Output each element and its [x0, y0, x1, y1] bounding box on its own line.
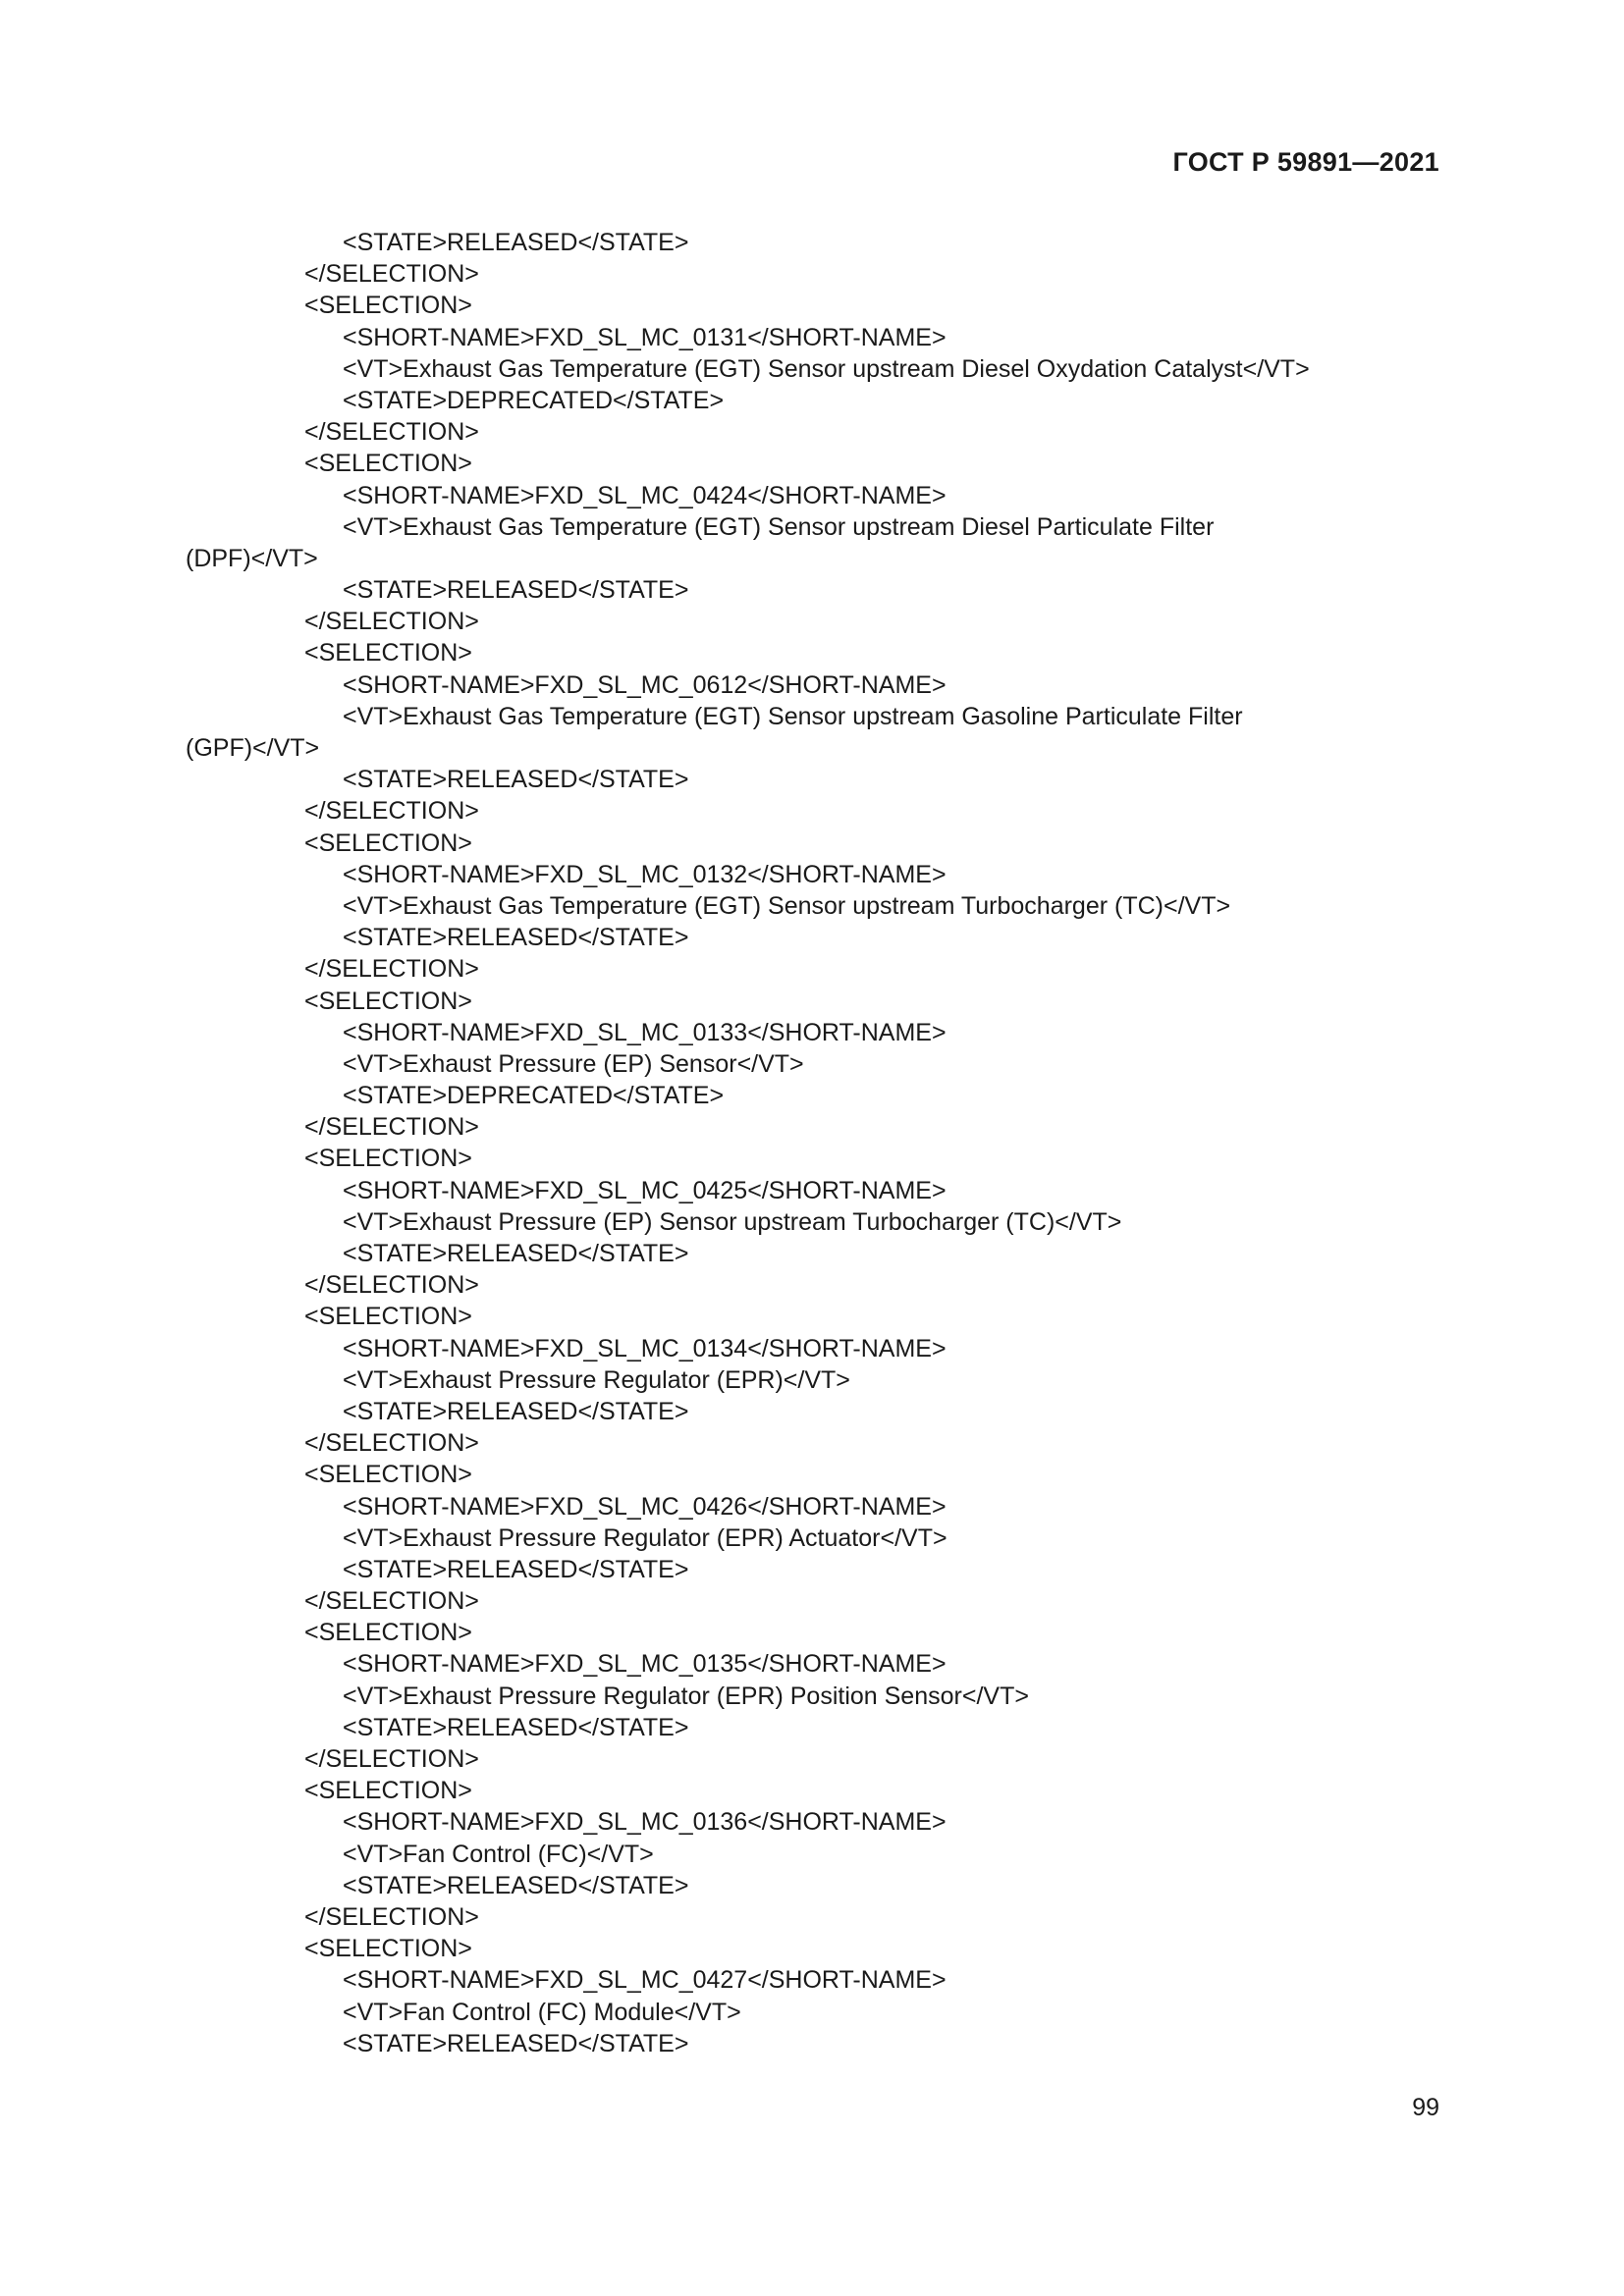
code-line: <STATE>RELEASED</STATE> — [343, 1871, 689, 1899]
code-line: <SHORT-NAME>FXD_SL_MC_0131</SHORT-NAME> — [343, 323, 947, 351]
code-line: </SELECTION> — [304, 418, 479, 447]
code-line: </SELECTION> — [304, 797, 479, 826]
code-line: <VT>Exhaust Gas Temperature (EGT) Sensor upstream Diesel Particulate Filter — [343, 512, 1215, 541]
code-line: <VT>Fan Control (FC)</VT> — [343, 1840, 654, 1868]
code-line: <VT>Exhaust Gas Temperature (EGT) Sensor upstream Gasoline Particulate Filter — [343, 702, 1243, 730]
code-line: <VT>Exhaust Gas Temperature (EGT) Sensor upstream Diesel Oxydation Catalyst</VT> — [343, 354, 1310, 383]
code-line: <SHORT-NAME>FXD_SL_MC_0132</SHORT-NAME> — [343, 860, 947, 888]
code-line: <SELECTION> — [304, 1145, 472, 1173]
code-line: </SELECTION> — [304, 608, 479, 636]
code-line: <SHORT-NAME>FXD_SL_MC_0427</SHORT-NAME> — [343, 1966, 947, 1995]
code-line: <STATE>RELEASED</STATE> — [343, 1240, 689, 1267]
code-line: <VT>Exhaust Gas Temperature (EGT) Sensor upstream Turbocharger (TC)</VT> — [343, 891, 1231, 920]
code-line: <SHORT-NAME>FXD_SL_MC_0136</SHORT-NAME> — [343, 1808, 947, 1837]
code-line: <SHORT-NAME>FXD_SL_MC_0134</SHORT-NAME> — [343, 1334, 947, 1362]
code-line: <SELECTION> — [304, 1461, 472, 1489]
code-line: <STATE>RELEASED</STATE> — [343, 766, 689, 794]
code-line: <SHORT-NAME>FXD_SL_MC_0612</SHORT-NAME> — [343, 670, 947, 699]
page-number: 99 — [1412, 2094, 1439, 2121]
code-line: <SHORT-NAME>FXD_SL_MC_0425</SHORT-NAME> — [343, 1176, 947, 1204]
code-line: <SELECTION> — [304, 639, 472, 667]
xml-listing — [0, 227, 1624, 2059]
code-line: <STATE>DEPRECATED</STATE> — [343, 1082, 725, 1110]
code-line: <SHORT-NAME>FXD_SL_MC_0424</SHORT-NAME> — [343, 481, 947, 509]
code-line: <VT>Exhaust Pressure Regulator (EPR) Actuator</VT> — [343, 1523, 947, 1552]
code-line: <SHORT-NAME>FXD_SL_MC_0426</SHORT-NAME> — [343, 1492, 947, 1521]
code-line: </SELECTION> — [304, 1902, 479, 1931]
code-line: <VT>Fan Control (FC) Module</VT> — [343, 1998, 741, 2026]
code-line: </SELECTION> — [304, 955, 479, 984]
code-line: </SELECTION> — [304, 1587, 479, 1616]
code-line: (DPF)</VT> — [186, 544, 318, 572]
code-line: <SELECTION> — [304, 1619, 472, 1647]
code-line: </SELECTION> — [304, 260, 479, 289]
code-line: <STATE>RELEASED</STATE> — [343, 576, 689, 605]
code-line: </SELECTION> — [304, 1745, 479, 1773]
code-line: <SELECTION> — [304, 292, 472, 320]
code-line: <SELECTION> — [304, 1935, 472, 1963]
code-line: </SELECTION> — [304, 1429, 479, 1458]
code-line: <STATE>RELEASED</STATE> — [343, 1555, 689, 1583]
code-line: <SHORT-NAME>FXD_SL_MC_0135</SHORT-NAME> — [343, 1650, 947, 1679]
code-line: <SELECTION> — [304, 828, 472, 857]
code-line: <VT>Exhaust Pressure (EP) Sensor upstream Turbocharger (TC)</VT> — [343, 1207, 1122, 1236]
code-line: <SELECTION> — [304, 987, 472, 1015]
code-line: <SELECTION> — [304, 1303, 472, 1331]
code-line: (GPF)</VT> — [186, 734, 320, 762]
code-line: <STATE>RELEASED</STATE> — [343, 2029, 689, 2057]
code-line: <STATE>RELEASED</STATE> — [343, 924, 689, 952]
code-line: <STATE>RELEASED</STATE> — [343, 229, 689, 256]
code-line: <SHORT-NAME>FXD_SL_MC_0133</SHORT-NAME> — [343, 1018, 947, 1046]
code-line: <STATE>RELEASED</STATE> — [343, 1397, 689, 1425]
code-line: <STATE>DEPRECATED</STATE> — [343, 386, 725, 414]
code-line: </SELECTION> — [304, 1113, 479, 1142]
code-line: <VT>Exhaust Pressure Regulator (EPR)</VT> — [343, 1365, 850, 1394]
code-line: <SELECTION> — [304, 450, 472, 478]
document-header: ГОСТ Р 59891—2021 — [1172, 147, 1439, 177]
code-line: <STATE>RELEASED</STATE> — [343, 1713, 689, 1741]
code-line: <SELECTION> — [304, 1777, 472, 1805]
code-line: <VT>Exhaust Pressure (EP) Sensor</VT> — [343, 1049, 804, 1078]
code-line: </SELECTION> — [304, 1271, 479, 1300]
code-line: <VT>Exhaust Pressure Regulator (EPR) Position Sensor</VT> — [343, 1682, 1029, 1710]
